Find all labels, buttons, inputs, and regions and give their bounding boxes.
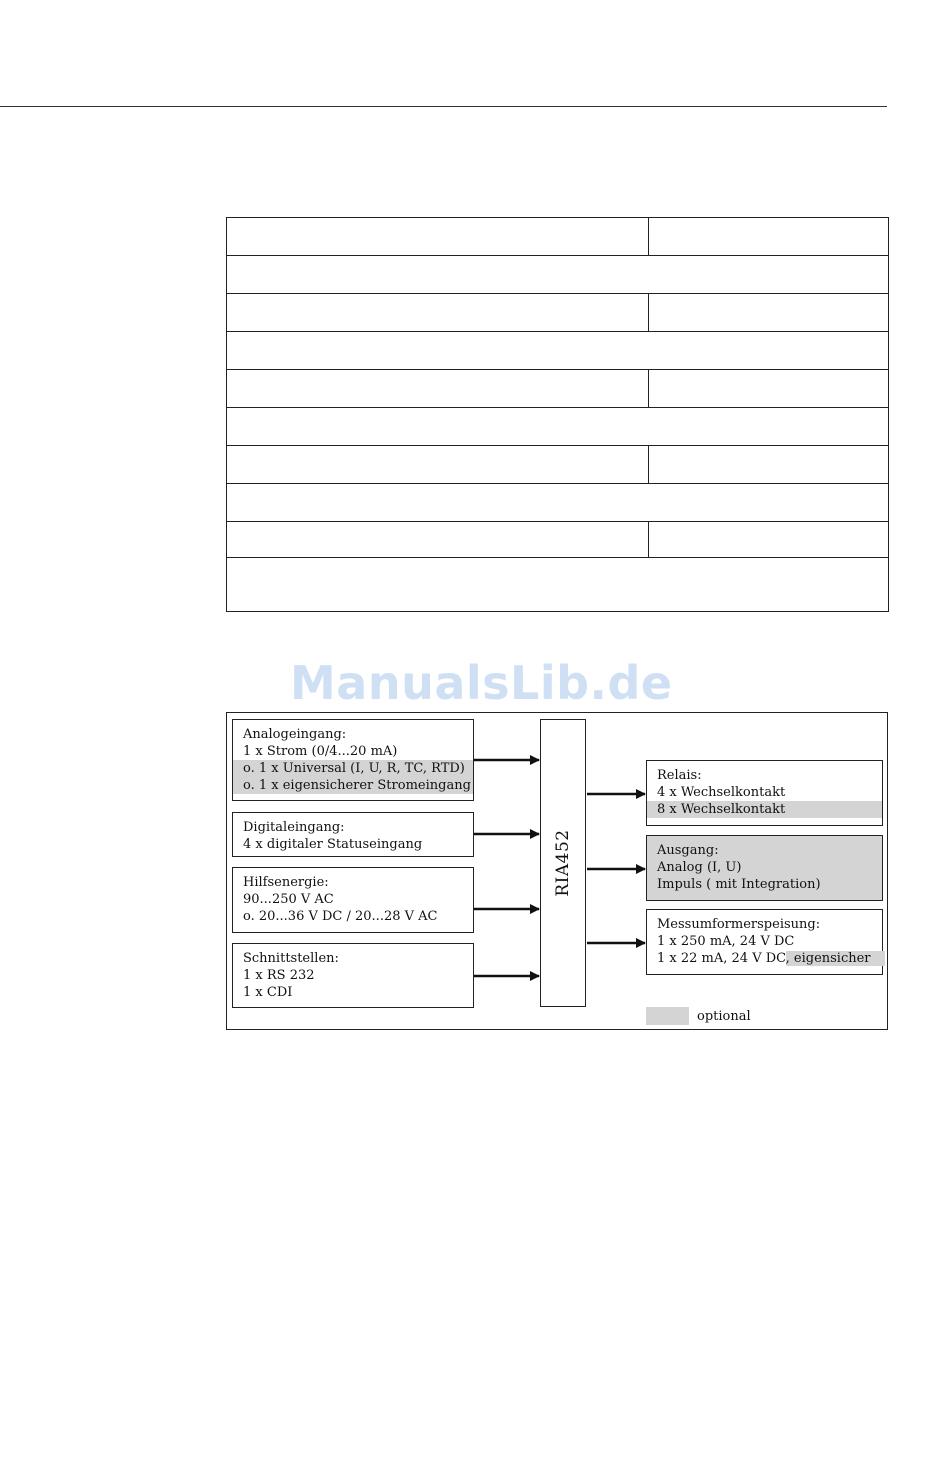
table-cell-divider: [648, 294, 649, 331]
table-cell-divider: [648, 522, 649, 557]
table-cell-divider: [648, 218, 649, 255]
output-title: Ausgang:: [657, 843, 719, 858]
relay-optional-line: 8 x Wechselkontakt: [647, 801, 882, 818]
digital-input-title: Digitaleingang:: [243, 820, 345, 835]
table-row: [227, 256, 888, 294]
analog-input-line: 1 x Strom (0/4...20 mA): [243, 744, 398, 759]
relay-title: Relais:: [657, 768, 702, 783]
relay-line: 4 x Wechselkontakt: [657, 785, 786, 800]
transmitter-supply-line: 1 x 250 mA, 24 V DC: [657, 934, 795, 949]
transmitter-supply-optional-part: , eigensicher: [786, 951, 885, 966]
power-supply-line: o. 20...36 V DC / 20...28 V AC: [243, 909, 438, 924]
analog-input-box: [232, 719, 474, 801]
device-label: RIA452: [553, 829, 573, 897]
transmitter-supply-box: [646, 909, 883, 975]
watermark: ManualsLib.de: [290, 656, 673, 710]
transmitter-supply-line: [647, 950, 882, 967]
output-box: [646, 835, 883, 901]
table-row: [227, 446, 888, 484]
table-row: [227, 332, 888, 370]
power-supply-title: Hilfsenergie:: [243, 875, 329, 890]
power-supply-box: [232, 867, 474, 933]
table-cell-divider: [648, 370, 649, 407]
interfaces-title: Schnittstellen:: [243, 951, 339, 966]
table-row: [227, 484, 888, 522]
table-row: [227, 218, 888, 256]
power-supply-line: 90...250 V AC: [243, 892, 334, 907]
table-row: [227, 558, 888, 611]
digital-input-box: [232, 812, 474, 857]
table-row: [227, 370, 888, 408]
analog-input-optional-line: o. 1 x Universal (I, U, R, TC, RTD): [233, 760, 473, 777]
transmitter-supply-line-base: 1 x 22 mA, 24 V DC: [657, 951, 786, 966]
legend-optional-label: optional: [697, 1009, 751, 1024]
interfaces-line: 1 x CDI: [243, 985, 293, 1000]
device-block: [540, 719, 586, 1007]
interfaces-box: [232, 943, 474, 1008]
block-diagram: [226, 712, 888, 1030]
transmitter-supply-title: Messumformerspeisung:: [657, 917, 821, 932]
header-rule: [0, 106, 887, 107]
table-row: [227, 408, 888, 446]
relay-box: [646, 760, 883, 826]
analog-input-title: Analogeingang:: [243, 727, 347, 742]
empty-spec-table: [226, 217, 889, 612]
interfaces-line: 1 x RS 232: [243, 968, 315, 983]
output-line: Analog (I, U): [657, 860, 742, 875]
analog-input-optional-line: o. 1 x eigensicherer Stromeingang: [233, 777, 473, 794]
table-cell-divider: [648, 446, 649, 483]
table-row: [227, 294, 888, 332]
table-row: [227, 522, 888, 558]
output-line: Impuls ( mit Integration): [657, 877, 821, 892]
digital-input-line: 4 x digitaler Statuseingang: [243, 837, 423, 852]
legend-optional-swatch: [646, 1007, 689, 1025]
